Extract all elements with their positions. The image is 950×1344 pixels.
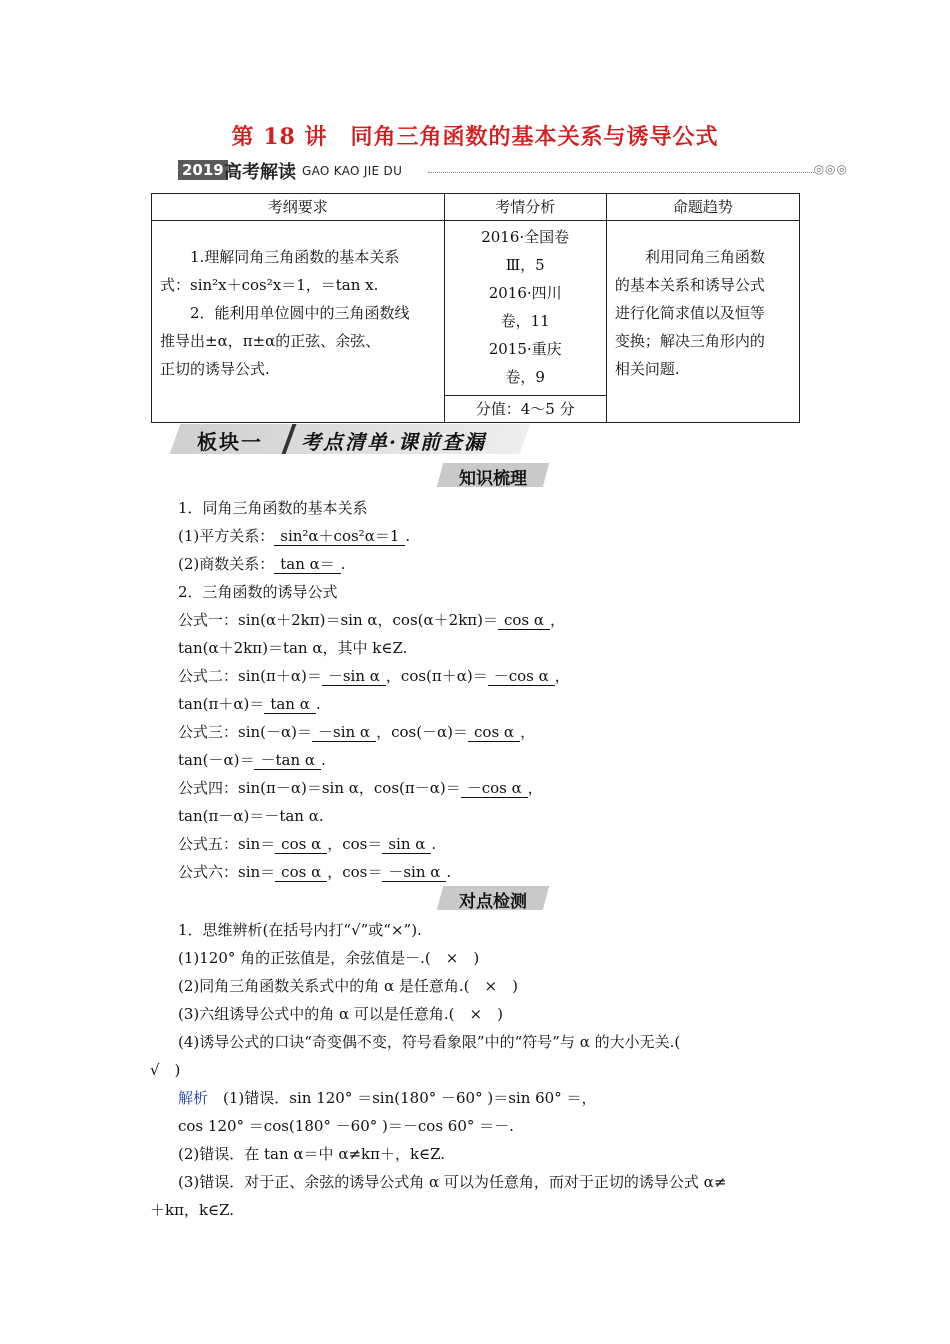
formula-5: 公式五：sin＝ cos α ，cos＝ sin α . xyxy=(178,835,437,853)
question-line: (1)120° 角的正弦值是，余弦值是－.( × ) xyxy=(178,949,480,967)
answer-blank: －sin α xyxy=(322,667,386,686)
section-header xyxy=(175,424,525,454)
answer-blank: tan α＝ xyxy=(274,555,341,574)
formula-6: 公式六：sin＝ cos α ，cos＝ －sin α . xyxy=(178,863,452,881)
trend-cell xyxy=(606,221,799,423)
knowledge-line: (1)平方关系： sin²α＋cos²α＝1 . xyxy=(178,527,411,545)
formula-2: 公式二：sin(π＋α)＝ －sin α ，cos(π＋α)＝ －cos α ， xyxy=(178,667,570,685)
trend-line: 的基本关系和诱导公式 xyxy=(614,276,765,294)
answer-blank: cos α xyxy=(275,835,327,854)
trend-line: 变换；解决三角形内的 xyxy=(614,332,765,350)
answer-blank: tan α xyxy=(264,695,316,714)
knowledge-line: 1．同角三角函数的基本关系 xyxy=(178,499,368,517)
analysis-label: 解析 xyxy=(178,1089,209,1107)
formula-4-tan: tan(π－α)＝－tan α. xyxy=(178,807,324,825)
section-part: 板块一 xyxy=(197,430,263,454)
formula-3: 公式三：sin(－α)＝ －sin α ，cos(－α)＝ cos α ， xyxy=(178,723,536,741)
analysis-line: 2015·重庆 xyxy=(488,340,562,358)
answer-blank: －cos α xyxy=(461,779,528,798)
req-line: 式：sin²x＋cos²x＝1，＝tan x. xyxy=(160,276,379,294)
tag-check-label: 对点检测 xyxy=(459,892,527,912)
knowledge-line: 2．三角函数的诱导公式 xyxy=(178,583,338,601)
header-requirements: 考纲要求 xyxy=(152,194,445,221)
trend-line: 利用同角三角函数 xyxy=(644,248,765,266)
question-line: (2)同角三角函数关系式中的角 α 是任意角.( × ) xyxy=(178,977,518,995)
banner-title: 高考解读 xyxy=(224,162,296,183)
analysis-line: 2016·全国卷 xyxy=(481,228,570,246)
answer-blank: －sin α xyxy=(312,723,376,742)
formula-1: 公式一：sin(α＋2kπ)＝sin α，cos(α＋2kπ)＝ cos α ， xyxy=(178,611,566,629)
analysis-line: 卷，11 xyxy=(500,312,550,330)
req-line: 推导出±α，π±α的正弦、余弦、 xyxy=(160,332,381,350)
section-name: 考点清单·课前查漏 xyxy=(301,430,486,454)
answer-blank: －sin α xyxy=(382,863,446,882)
banner-rule xyxy=(428,172,814,173)
score-value: 分值：4～5 分 xyxy=(445,395,606,422)
answer-blank: sin α xyxy=(382,835,431,854)
knowledge-line: (2)商数关系： tan α＝ . xyxy=(178,555,346,573)
analysis-line: 卷，9 xyxy=(505,368,545,386)
question-line: 1．思维辨析(在括号内打“√”或“×”). xyxy=(178,921,422,939)
question-line: √ ) xyxy=(150,1061,181,1079)
req-line: 正切的诱导公式. xyxy=(160,360,270,378)
trend-line: 相关问题. xyxy=(614,360,680,378)
answer-blank: cos α xyxy=(275,863,327,882)
req-line: 2．能利用单位圆中的三角函数线 xyxy=(190,304,410,322)
analysis-cell xyxy=(444,221,606,423)
answer-blank: sin²α＋cos²α＝1 xyxy=(274,527,405,546)
header-trend: 命题趋势 xyxy=(606,194,799,221)
tag-knowledge-label: 知识梳理 xyxy=(459,469,527,489)
banner-dots-icon: ◎◎◎ xyxy=(813,162,848,176)
answer-line: 解析 (1)错误．sin 120° ＝sin(180° －60° )＝sin 60° ＝， xyxy=(178,1089,597,1107)
answer-blank: cos α xyxy=(498,611,550,630)
trend-line: 进行化简求值以及恒等 xyxy=(614,304,765,322)
answer-line: ＋kπ，k∈Z. xyxy=(150,1201,235,1219)
answer-line: (2)错误．在 tan α＝中 α≠kπ＋，k∈Z. xyxy=(178,1145,446,1163)
answer-line: cos 120° ＝cos(180° －60° )＝－cos 60° ＝－. xyxy=(178,1117,514,1135)
requirements-cell xyxy=(152,221,445,423)
answer-blank: cos α xyxy=(468,723,520,742)
req-line: 1.理解同角三角函数的基本关系 xyxy=(190,248,400,266)
question-line: (3)六组诱导公式中的角 α 可以是任意角.( × ) xyxy=(178,1005,503,1023)
formula-2-tan: tan(π＋α)＝ tan α . xyxy=(178,695,321,713)
exam-banner xyxy=(178,158,848,186)
formula-3-tan: tan(－α)＝ －tan α . xyxy=(178,751,326,769)
page-title: 第 18 讲 同角三角函数的基本关系与诱导公式 xyxy=(231,124,719,150)
banner-pinyin: GAO KAO JIE DU xyxy=(302,164,403,178)
answer-line: (3)错误．对于正、余弦的诱导公式角 α 可以为任意角，而对于正切的诱导公式 α≠ xyxy=(178,1173,727,1191)
formula-1-tan: tan(α＋2kπ)＝tan α，其中 k∈Z. xyxy=(178,639,408,657)
question-line: (4)诱导公式的口诀“奇变偶不变，符号看象限”中的“符号”与 α 的大小无关.( xyxy=(178,1033,681,1051)
formula-4: 公式四：sin(π－α)＝sin α，cos(π－α)＝ －cos α ， xyxy=(178,779,543,797)
tag-knowledge xyxy=(440,463,546,487)
header-analysis: 考情分析 xyxy=(444,194,606,221)
requirements-table xyxy=(151,193,800,423)
tag-check xyxy=(440,886,546,910)
analysis-line: 2016·四川 xyxy=(488,284,562,302)
answer-blank: －tan α xyxy=(254,751,321,770)
answer-blank: －cos α xyxy=(488,667,555,686)
analysis-line: Ⅲ，5 xyxy=(505,256,545,274)
banner-year: 2019 xyxy=(178,160,228,180)
